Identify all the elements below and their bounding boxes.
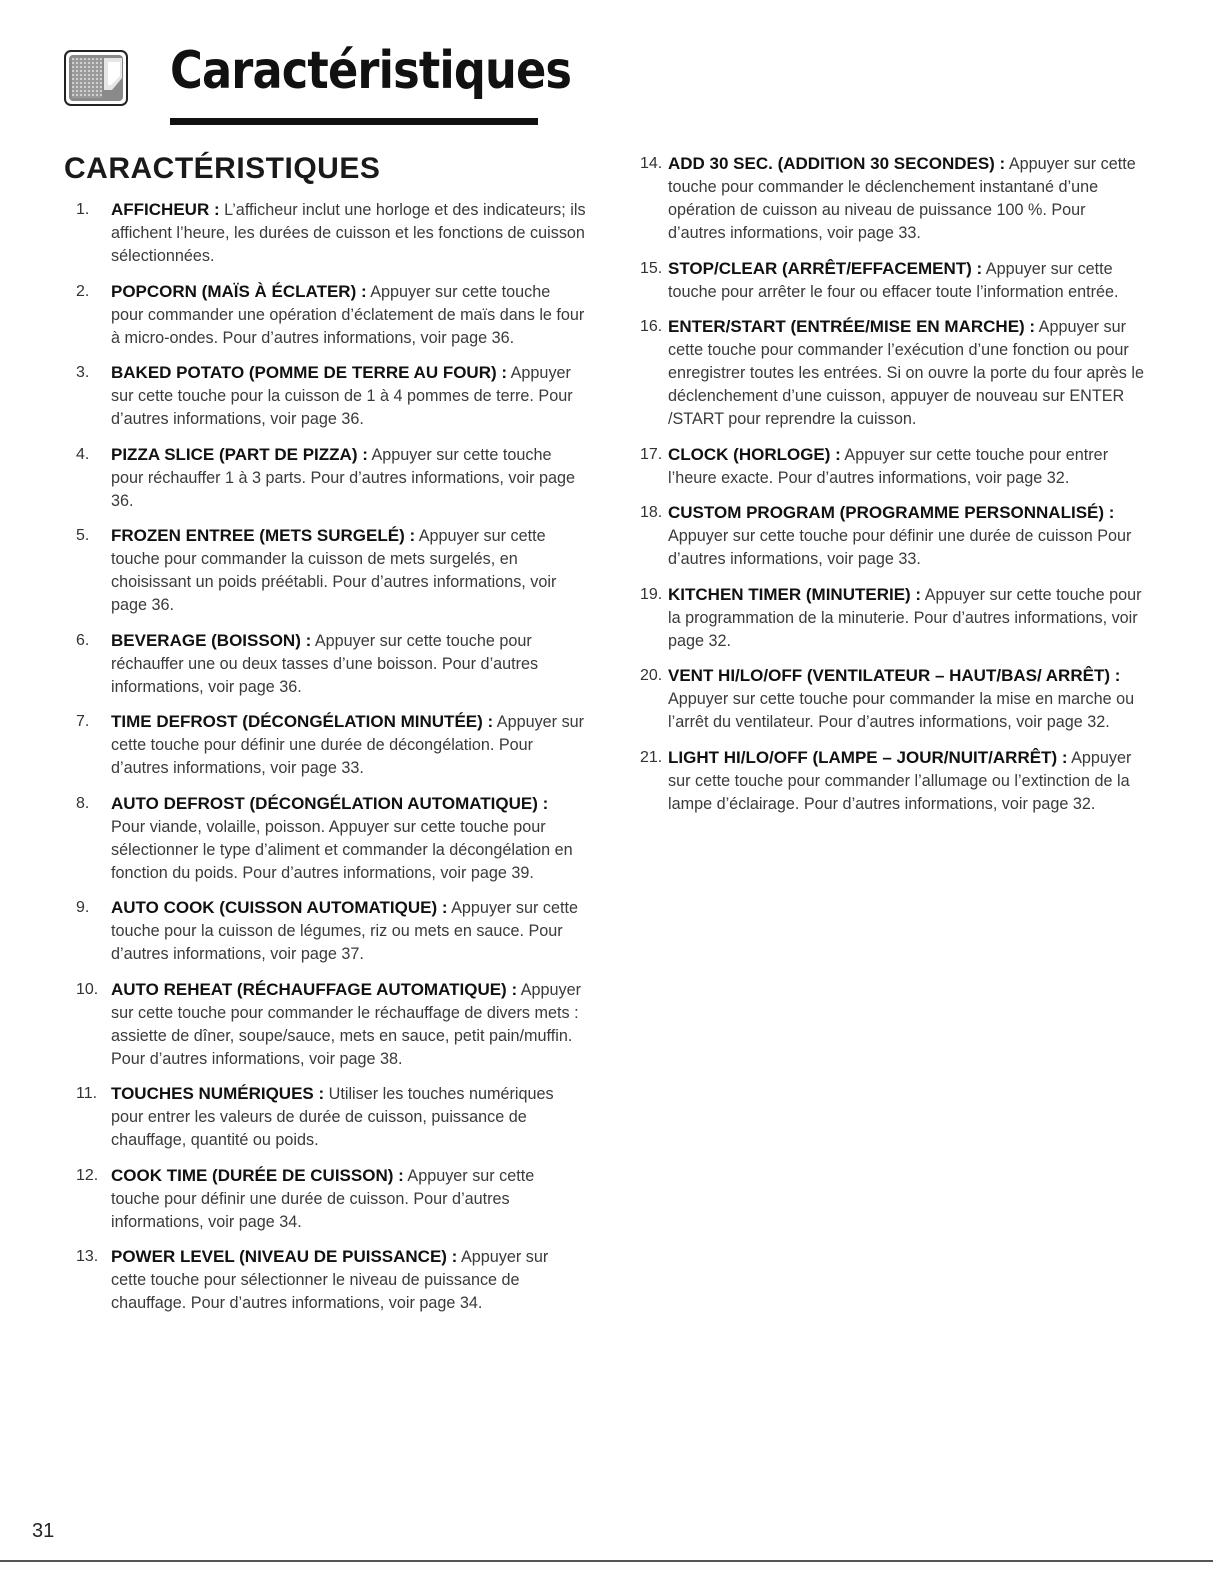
item-title: LIGHT HI/LO/OFF (LAMPE – JOUR/NUIT/ARRÊT) : (668, 747, 1068, 767)
list-item (640, 501, 1145, 571)
list-item (76, 629, 586, 699)
item-description: Appuyer sur cette touche pour commander le réchauffage de divers mets : assiette de dîner, soupe/sauce, mets en sauce, petit pain/muffin. Pour d’autres informations, voir page 38. (111, 980, 582, 1068)
item-number: 8. (76, 794, 90, 812)
item-description: Appuyer sur cette touche pour commander le déclenchement instantané d’une opération de cuisson au niveau de puissance 100 %. Pour d’autres informations, voir page 33. (668, 155, 1136, 242)
list-item (76, 280, 586, 350)
item-title: BEVERAGE (BOISSON) : (111, 630, 312, 650)
list-item (76, 792, 586, 885)
item-title: KITCHEN TIMER (MINUTERIE) : (668, 584, 922, 604)
item-number: 14. (640, 155, 663, 172)
list-item (76, 710, 586, 780)
list-item (640, 443, 1145, 490)
list-item (76, 896, 586, 966)
item-description: Appuyer sur cette touche pour la cuisson de 1 à 4 pommes de terre. Pour d’autres informations, voir page 36. (111, 364, 573, 428)
list-item (640, 746, 1145, 816)
page-title: Caractéristiques (170, 41, 572, 101)
item-number: 20. (640, 667, 663, 684)
item-description: Appuyer sur cette touche pour commander la cuisson de mets surgelés, en choisissant un poids préétabli. Pour d’autres informations, voir page 36. (111, 527, 557, 614)
item-title: TOUCHES NUMÉRIQUES : (111, 1084, 325, 1103)
item-description: Appuyer sur cette touche pour réchauffer 1 à 3 parts. Pour d’autres informations, voir page 36. (111, 445, 575, 510)
item-title: CUSTOM PROGRAM (PROGRAMME PERSONNALISÉ) : (668, 503, 1115, 522)
item-number: 18. (640, 504, 663, 521)
list-item (76, 443, 586, 513)
item-title: ENTER/START (ENTRÉE/MISE EN MARCHE) : (668, 317, 1036, 336)
item-number: 12. (76, 1166, 99, 1184)
list-item (76, 361, 586, 431)
item-title: AUTO DEFROST (DÉCONGÉLATION AUTOMATIQUE) : (111, 793, 549, 813)
item-title: BAKED POTATO (POMME DE TERRE AU FOUR) : (111, 363, 508, 382)
list-item (76, 524, 586, 617)
item-description: L’afficheur inclut une horloge et des indicateurs; ils affichent l’heure, les durées de cuisson et les fonctions de cuisson sélectionnées. (111, 201, 586, 265)
item-description: Appuyer sur cette touche pour sélectionner le niveau de puissance de chauffage. Pour d’autres informations, voir page 34. (111, 1248, 549, 1312)
title-underline (170, 118, 538, 125)
item-description: Appuyer sur cette touche pour commander l’exécution d’une fonction ou pour enregistrer toutes les entrées. Si on ouvre la porte du four après le déclenchement d’une cuisson, appuyer de nouveau sur ENTER /START pour reprendre la cuisson. (668, 318, 1144, 428)
item-title: POWER LEVEL (NIVEAU DE PUISSANCE) : (111, 1247, 458, 1266)
item-title: CLOCK (HORLOGE) : (668, 444, 841, 464)
item-title: ADD 30 SEC. (ADDITION 30 SECONDES) : (668, 154, 1006, 173)
item-number: 10. (76, 980, 99, 998)
item-title: AFFICHEUR : (111, 200, 220, 219)
item-number: 1. (76, 201, 90, 218)
item-title: VENT HI/LO/OFF (VENTILATEUR – HAUT/BAS/ ARRÊT) : (668, 666, 1121, 685)
item-description: Appuyer sur cette touche pour définir une durée de cuisson Pour d’autres informations, voir page 33. (668, 527, 1132, 568)
item-description: Pour viande, volaille, poisson. Appuyer sur cette touche pour sélectionner le type d’aliment et commander la décongélation en fonction du poids. Pour d’autres informations, voir page 39. (111, 817, 573, 882)
item-number: 4. (76, 445, 90, 463)
item-title: FROZEN ENTREE (METS SURGELÉ) : (111, 526, 416, 545)
item-description: Appuyer sur cette touche pour commander la mise en marche ou l’arrêt du ventilateur. Pour d’autres informations, voir page 32. (668, 690, 1135, 731)
item-number: 3. (76, 364, 90, 381)
item-number: 6. (76, 631, 90, 649)
item-title: STOP/CLEAR (ARRÊT/EFFACEMENT) : (668, 258, 983, 278)
list-item (640, 257, 1145, 304)
item-number: 16. (640, 318, 663, 335)
list-item (76, 1164, 586, 1234)
item-number: 7. (76, 713, 90, 730)
list-item (76, 198, 586, 268)
item-description: Appuyer sur cette touche pour réchauffer une ou deux tasses d’une boisson. Pour d’autres informations, voir page 36. (111, 631, 539, 696)
features-list-left (76, 198, 586, 1327)
item-number: 9. (76, 899, 90, 916)
item-description: Appuyer sur cette touche pour la cuisson de légumes, riz ou mets en sauce. Pour d’autres informations, voir page 37. (111, 899, 579, 963)
item-description: Appuyer sur cette touche pour la programmation de la minuterie. Pour d’autres informations, voir page 32. (668, 585, 1142, 650)
list-item (640, 315, 1145, 431)
item-title: POPCORN (MAÏS À ÉCLATER) : (111, 281, 367, 301)
page-header (64, 38, 572, 128)
item-description: Appuyer sur cette touche pour commander une opération d’éclatement de maïs dans le four à micro-ondes. Pour d’autres informations, voir page 36. (111, 282, 585, 347)
item-description: Utiliser les touches numériques pour entrer les valeurs de durée de cuisson, puissance de chauffage, quantité ou poids. (111, 1085, 554, 1149)
item-number: 11. (76, 1085, 98, 1102)
bottom-divider (0, 1560, 1213, 1562)
item-title: TIME DEFROST (DÉCONGÉLATION MINUTÉE) : (111, 712, 494, 731)
list-item (640, 583, 1145, 653)
item-description: Appuyer sur cette touche pour entrer l’heure exacte. Pour d’autres informations, voir page 32. (668, 445, 1109, 487)
list-item (76, 978, 586, 1071)
item-description: Appuyer sur cette touche pour définir une durée de cuisson. Pour d’autres informations, voir page 34. (111, 1166, 535, 1231)
item-number: 21. (640, 748, 663, 766)
item-number: 15. (640, 259, 663, 277)
features-list-right (640, 152, 1145, 827)
item-number: 5. (76, 527, 90, 544)
item-title: COOK TIME (DURÉE DE CUISSON) : (111, 1165, 404, 1185)
item-description: Appuyer sur cette touche pour arrêter le four ou effacer toute l’information entrée. (668, 259, 1119, 301)
item-title: PIZZA SLICE (PART DE PIZZA) : (111, 444, 368, 464)
item-number: 19. (640, 585, 663, 603)
list-item (640, 152, 1145, 245)
item-number: 13. (76, 1248, 99, 1265)
page-number: 31 (32, 1520, 55, 1542)
item-description: Appuyer sur cette touche pour définir une durée de décongélation. Pour d’autres informations, voir page 33. (111, 713, 585, 777)
microwave-tab-icon (64, 50, 128, 106)
list-item (76, 1082, 586, 1152)
item-title: AUTO REHEAT (RÉCHAUFFAGE AUTOMATIQUE) : (111, 979, 518, 999)
section-heading: CARACTÉRISTIQUES (64, 152, 381, 185)
list-item (76, 1245, 586, 1315)
item-description: Appuyer sur cette touche pour commander l’allumage ou l’extinction de la lampe d’éclairage. Pour d’autres informations, voir page 32. (668, 748, 1132, 813)
list-item (640, 664, 1145, 734)
item-number: 2. (76, 282, 90, 300)
item-title: AUTO COOK (CUISSON AUTOMATIQUE) : (111, 898, 448, 917)
item-number: 17. (640, 445, 663, 463)
